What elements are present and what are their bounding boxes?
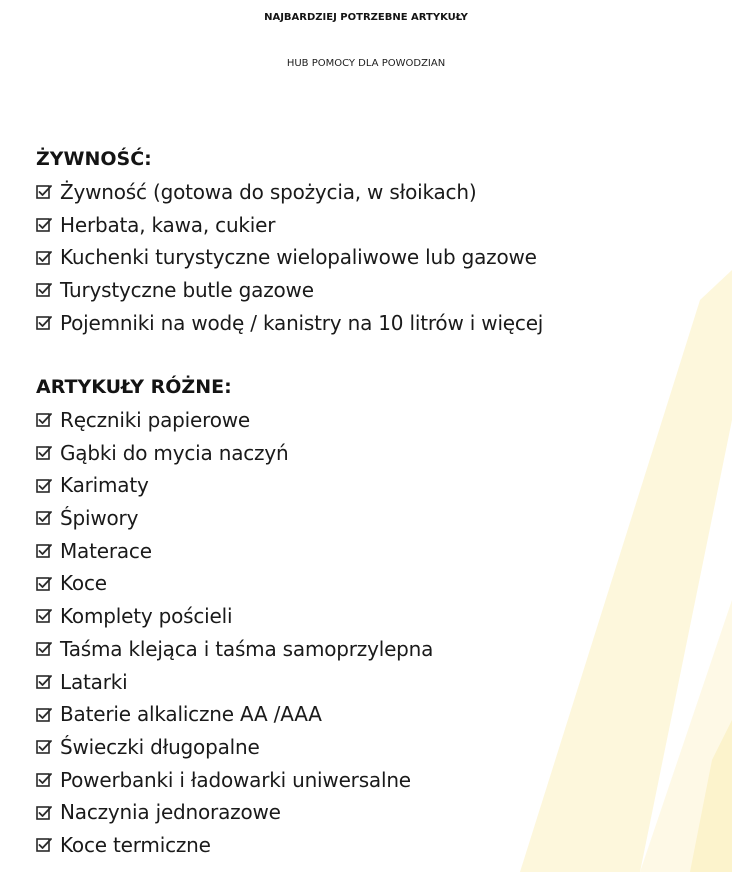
- list-item: [36, 567, 433, 600]
- checked-box-icon: [36, 674, 52, 690]
- list-item: [36, 764, 433, 797]
- checked-box-icon: [36, 739, 52, 755]
- list-item: [36, 307, 543, 340]
- list-item: [36, 176, 543, 209]
- checked-box-icon: [36, 543, 52, 559]
- list-item: [36, 404, 433, 437]
- checked-box-icon: [36, 805, 52, 821]
- checked-box-icon: [36, 282, 52, 298]
- list-item-label: Kuchenki turystyczne wielopaliwowe lub gazowe: [60, 245, 537, 270]
- checked-box-icon: [36, 315, 52, 331]
- list-item-label: Naczynia jednorazowe: [60, 800, 281, 825]
- list-item: [36, 469, 433, 502]
- checked-box-icon: [36, 837, 52, 853]
- list-item-label: Koce: [60, 571, 107, 596]
- checked-box-icon: [36, 608, 52, 624]
- list-item-label: Koce termiczne: [60, 832, 211, 857]
- section-heading-food: ŻYWNOŚĆ:: [36, 148, 152, 170]
- section-food: [36, 142, 543, 339]
- checked-box-icon: [36, 641, 52, 657]
- checked-box-icon: [36, 445, 52, 461]
- list-item: [36, 698, 433, 731]
- list-item-label: Herbata, kawa, cukier: [60, 212, 276, 237]
- list-item: [36, 829, 433, 862]
- list-item: [36, 241, 543, 274]
- list-item-label: Karimaty: [60, 473, 149, 498]
- list-item-label: Taśma klejąca i taśma samoprzylepna: [60, 636, 434, 661]
- checked-box-icon: [36, 412, 52, 428]
- list-item: [36, 666, 433, 699]
- list-item-label: Materace: [60, 538, 152, 563]
- checked-box-icon: [36, 772, 52, 788]
- list-item-label: Gąbki do mycia naczyń: [60, 440, 289, 465]
- page-subtitle: HUB POMOCY DLA POWODZIAN: [286, 58, 446, 69]
- list-item: [36, 274, 543, 307]
- page-title: NAJBARDZIEJ POTRZEBNE ARTYKUŁY: [264, 12, 468, 23]
- checked-box-icon: [36, 510, 52, 526]
- checked-box-icon: [36, 707, 52, 723]
- list-item-label: Baterie alkaliczne AA /AAA: [60, 702, 322, 727]
- list-item-label: Ręczniki papierowe: [60, 408, 251, 432]
- checked-box-icon: [36, 576, 52, 592]
- list-item: [36, 437, 433, 470]
- list-item: [36, 535, 433, 568]
- list-item: [36, 209, 543, 242]
- list-item-label: Komplety pościeli: [60, 604, 233, 629]
- list-item: [36, 633, 433, 666]
- list-item-label: Pojemniki na wodę / kanistry na 10 litrów i więcej: [60, 310, 544, 335]
- section-heading-misc: ARTYKUŁY RÓŻNE:: [36, 376, 232, 398]
- list-item-label: Powerbanki i ładowarki uniwersalne: [60, 767, 411, 792]
- list-item: [36, 731, 433, 764]
- checked-box-icon: [36, 250, 52, 266]
- checked-box-icon: [36, 478, 52, 494]
- checked-box-icon: [36, 217, 52, 233]
- list-item-label: Śpiwory: [60, 506, 139, 531]
- list-item: [36, 600, 433, 633]
- list-item-label: Latarki: [60, 669, 128, 694]
- list-item-label: Turystyczne butle gazowe: [60, 278, 314, 303]
- misc-list: [36, 404, 433, 862]
- food-list: [36, 176, 543, 339]
- list-item-label: Świeczki długopalne: [60, 734, 260, 759]
- checked-box-icon: [36, 184, 52, 200]
- section-misc: [36, 370, 433, 862]
- list-item-label: Żywność (gotowa do spożycia, w słoikach): [60, 180, 477, 204]
- list-item: [36, 502, 433, 535]
- list-item: [36, 796, 433, 829]
